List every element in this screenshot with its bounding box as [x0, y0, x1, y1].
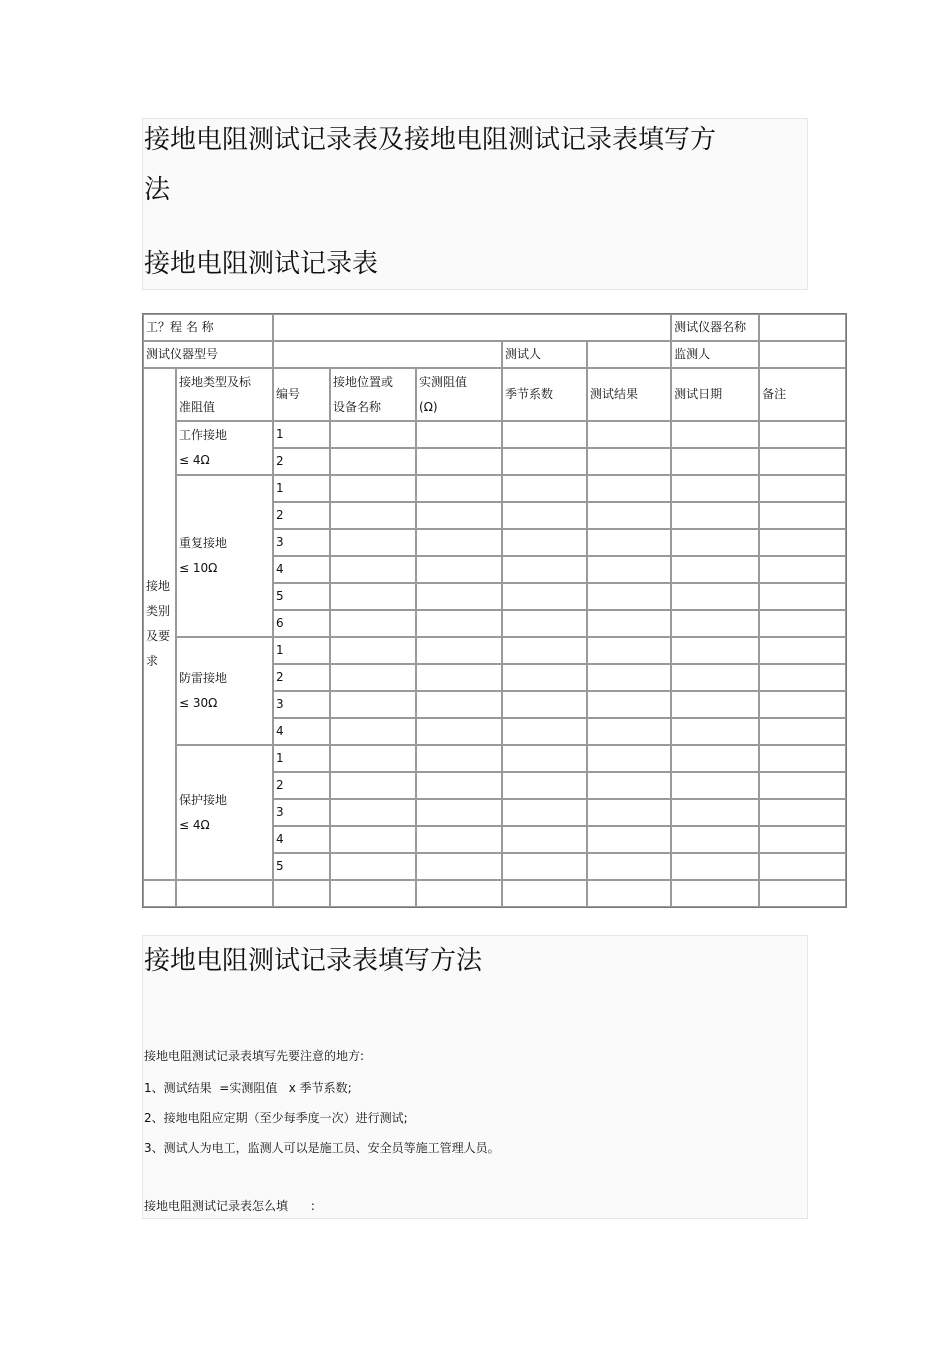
result-cell[interactable] — [587, 772, 671, 799]
col-header-type-line: 接地类型及标 — [179, 374, 252, 389]
ground-type-name: 重复接地 — [179, 536, 228, 550]
result-cell[interactable] — [587, 826, 671, 853]
measured-cell[interactable] — [416, 529, 502, 556]
location-cell[interactable] — [330, 448, 416, 475]
season-factor-cell[interactable] — [502, 745, 587, 772]
location-cell[interactable] — [330, 529, 416, 556]
date-cell[interactable] — [671, 502, 759, 529]
blank-cell[interactable] — [176, 880, 273, 907]
category-label — [143, 368, 176, 880]
blank-cell[interactable] — [502, 880, 587, 907]
instrument-name-label: 测试仪器名称 — [671, 314, 759, 341]
category-label-line: 及要 — [146, 629, 171, 643]
season-factor-cell[interactable] — [502, 556, 587, 583]
col-header-type-line: 准阻值 — [179, 399, 216, 414]
instrument-name-field[interactable] — [759, 314, 846, 341]
category-label-line: 类别 — [146, 604, 171, 618]
location-cell[interactable] — [330, 826, 416, 853]
row-number: 1 — [273, 475, 330, 502]
season-factor-cell[interactable] — [502, 448, 587, 475]
row-number: 3 — [273, 799, 330, 826]
col-header-location-line: 设备名称 — [333, 399, 382, 414]
measured-cell[interactable] — [416, 664, 502, 691]
project-name-field[interactable] — [273, 314, 671, 341]
ground-type-name: 保护接地 — [179, 792, 228, 807]
row-number: 4 — [273, 556, 330, 583]
date-cell[interactable] — [671, 718, 759, 745]
col-header-date: 测试日期 — [671, 368, 759, 421]
result-cell[interactable] — [587, 529, 671, 556]
table-title: 接地电阻测试记录表 — [144, 249, 379, 279]
measured-cell[interactable] — [416, 772, 502, 799]
date-cell[interactable] — [671, 421, 759, 448]
col-header-result: 测试结果 — [587, 368, 671, 421]
location-cell[interactable] — [330, 691, 416, 718]
method-how-to: 接地电阻测试记录表怎么填 : — [144, 1199, 315, 1213]
ground-type-cell — [176, 745, 273, 880]
remark-cell[interactable] — [759, 475, 846, 502]
season-factor-cell[interactable] — [502, 583, 587, 610]
blank-cell[interactable] — [330, 880, 416, 907]
ground-type-limit: ≤ 30Ω — [179, 696, 218, 710]
row-number: 2 — [273, 664, 330, 691]
season-factor-cell[interactable] — [502, 799, 587, 826]
measured-cell[interactable] — [416, 583, 502, 610]
remark-cell[interactable] — [759, 421, 846, 448]
monitor-label: 监测人 — [671, 341, 759, 368]
row-number: 4 — [273, 826, 330, 853]
row-number: 3 — [273, 529, 330, 556]
row-number: 3 — [273, 691, 330, 718]
blank-cell[interactable] — [143, 880, 176, 907]
remark-cell[interactable] — [759, 529, 846, 556]
ground-type-limit: ≤ 4Ω — [179, 817, 210, 832]
season-factor-cell[interactable] — [502, 610, 587, 637]
col-header-location-line: 接地位置或 — [333, 374, 394, 389]
blank-cell[interactable] — [671, 880, 759, 907]
location-cell[interactable] — [330, 664, 416, 691]
remark-cell[interactable] — [759, 610, 846, 637]
remark-cell[interactable] — [759, 691, 846, 718]
row-number: 4 — [273, 718, 330, 745]
col-header-measured — [416, 368, 502, 421]
result-cell[interactable] — [587, 502, 671, 529]
location-cell[interactable] — [330, 421, 416, 448]
method-item: 2、接地电阻应定期（至少每季度一次）进行测试; — [144, 1111, 408, 1125]
category-label-line: 求 — [146, 654, 159, 668]
monitor-field[interactable] — [759, 341, 846, 368]
col-header-type — [176, 368, 273, 421]
date-cell[interactable] — [671, 610, 759, 637]
season-factor-cell[interactable] — [502, 475, 587, 502]
date-cell[interactable] — [671, 637, 759, 664]
result-cell[interactable] — [587, 448, 671, 475]
blank-cell[interactable] — [759, 880, 846, 907]
season-factor-cell[interactable] — [502, 664, 587, 691]
row-number: 1 — [273, 421, 330, 448]
location-cell[interactable] — [330, 556, 416, 583]
ground-type-limit: ≤ 10Ω — [179, 561, 218, 575]
tester-field[interactable] — [587, 341, 671, 368]
location-cell[interactable] — [330, 610, 416, 637]
location-cell[interactable] — [330, 637, 416, 664]
project-name-label: 工？程 名 称 — [143, 314, 273, 341]
date-cell[interactable] — [671, 583, 759, 610]
row-number: 2 — [273, 772, 330, 799]
result-cell[interactable] — [587, 583, 671, 610]
method-title: 接地电阻测试记录表填写方法 — [144, 946, 483, 976]
col-header-location — [330, 368, 416, 421]
blank-cell[interactable] — [587, 880, 671, 907]
location-cell[interactable] — [330, 502, 416, 529]
season-factor-cell[interactable] — [502, 691, 587, 718]
col-header-measured-line: (Ω) — [419, 399, 438, 414]
measured-cell[interactable] — [416, 502, 502, 529]
row-number: 5 — [273, 853, 330, 880]
ground-type-cell — [176, 475, 273, 637]
measured-cell[interactable] — [416, 637, 502, 664]
column-header-row — [143, 368, 846, 421]
result-cell[interactable] — [587, 799, 671, 826]
result-cell[interactable] — [587, 556, 671, 583]
row-number: 2 — [273, 448, 330, 475]
date-cell[interactable] — [671, 745, 759, 772]
measured-cell[interactable] — [416, 853, 502, 880]
result-cell[interactable] — [587, 475, 671, 502]
row-number: 2 — [273, 502, 330, 529]
row-number: 6 — [273, 610, 330, 637]
result-cell[interactable] — [587, 421, 671, 448]
measured-cell[interactable] — [416, 556, 502, 583]
remark-cell[interactable] — [759, 853, 846, 880]
measured-cell[interactable] — [416, 799, 502, 826]
season-factor-cell[interactable] — [502, 853, 587, 880]
remark-cell[interactable] — [759, 799, 846, 826]
result-cell[interactable] — [587, 745, 671, 772]
ground-type-cell — [176, 637, 273, 745]
result-cell[interactable] — [587, 691, 671, 718]
season-factor-cell[interactable] — [502, 421, 587, 448]
season-factor-cell[interactable] — [502, 502, 587, 529]
result-cell[interactable] — [587, 664, 671, 691]
remark-cell[interactable] — [759, 718, 846, 745]
date-cell[interactable] — [671, 556, 759, 583]
result-cell[interactable] — [587, 718, 671, 745]
remark-cell[interactable] — [759, 637, 846, 664]
remark-cell[interactable] — [759, 556, 846, 583]
col-header-remark: 备注 — [759, 368, 846, 421]
ground-type-name: 防雷接地 — [179, 671, 228, 685]
date-cell[interactable] — [671, 772, 759, 799]
date-cell[interactable] — [671, 664, 759, 691]
ground-type-name: 工作接地 — [179, 428, 228, 442]
measured-cell[interactable] — [416, 826, 502, 853]
grounding-resistance-record-table — [142, 313, 847, 908]
season-factor-cell[interactable] — [502, 637, 587, 664]
remark-cell[interactable] — [759, 664, 846, 691]
document-title-line2: 法 — [144, 175, 171, 205]
date-cell[interactable] — [671, 529, 759, 556]
table-row — [143, 475, 846, 502]
blank-cell[interactable] — [416, 880, 502, 907]
location-cell[interactable] — [330, 718, 416, 745]
result-cell[interactable] — [587, 610, 671, 637]
instrument-model-field[interactable] — [273, 341, 502, 368]
location-cell[interactable] — [330, 772, 416, 799]
table-row — [143, 421, 846, 448]
remark-cell[interactable] — [759, 826, 846, 853]
result-cell[interactable] — [587, 637, 671, 664]
ground-type-cell — [176, 421, 273, 475]
date-cell[interactable] — [671, 853, 759, 880]
location-cell[interactable] — [330, 745, 416, 772]
tester-label: 测试人 — [502, 341, 587, 368]
season-factor-cell[interactable] — [502, 826, 587, 853]
location-cell[interactable] — [330, 583, 416, 610]
blank-cell[interactable] — [273, 880, 330, 907]
project-row — [143, 314, 846, 341]
measured-cell[interactable] — [416, 610, 502, 637]
season-factor-cell[interactable] — [502, 718, 587, 745]
table-row — [143, 745, 846, 772]
remark-cell[interactable] — [759, 502, 846, 529]
remark-cell[interactable] — [759, 772, 846, 799]
date-cell[interactable] — [671, 448, 759, 475]
method-item: 3、测试人为电工，监测人可以是施工员、安全员等施工管理人员。 — [144, 1141, 500, 1155]
row-number: 1 — [273, 745, 330, 772]
date-cell[interactable] — [671, 691, 759, 718]
col-header-number: 编号 — [273, 368, 330, 421]
location-cell[interactable] — [330, 853, 416, 880]
location-cell[interactable] — [330, 475, 416, 502]
measured-cell[interactable] — [416, 475, 502, 502]
row-number: 5 — [273, 583, 330, 610]
category-label-line: 接地 — [146, 579, 171, 593]
remark-cell[interactable] — [759, 583, 846, 610]
measured-cell[interactable] — [416, 448, 502, 475]
measured-cell[interactable] — [416, 718, 502, 745]
instrument-model-label: 测试仪器型号 — [143, 341, 273, 368]
document-title-line1: 接地电阻测试记录表及接地电阻测试记录表填写方 — [144, 125, 717, 155]
remark-cell[interactable] — [759, 448, 846, 475]
remark-cell[interactable] — [759, 745, 846, 772]
measured-cell[interactable] — [416, 421, 502, 448]
measured-cell[interactable] — [416, 745, 502, 772]
blank-row — [143, 880, 846, 907]
instrument-row — [143, 341, 846, 368]
method-item: 1、测试结果 =实测阻值 x 季节系数; — [144, 1081, 352, 1095]
date-cell[interactable] — [671, 475, 759, 502]
date-cell[interactable] — [671, 799, 759, 826]
row-number: 1 — [273, 637, 330, 664]
col-header-season-factor: 季节系数 — [502, 368, 587, 421]
season-factor-cell[interactable] — [502, 772, 587, 799]
measured-cell[interactable] — [416, 691, 502, 718]
ground-type-limit: ≤ 4Ω — [179, 453, 210, 467]
result-cell[interactable] — [587, 853, 671, 880]
date-cell[interactable] — [671, 826, 759, 853]
location-cell[interactable] — [330, 799, 416, 826]
col-header-measured-line: 实测阻值 — [419, 374, 468, 389]
season-factor-cell[interactable] — [502, 529, 587, 556]
table-row — [143, 637, 846, 664]
method-intro: 接地电阻测试记录表填写先要注意的地方: — [144, 1049, 365, 1063]
